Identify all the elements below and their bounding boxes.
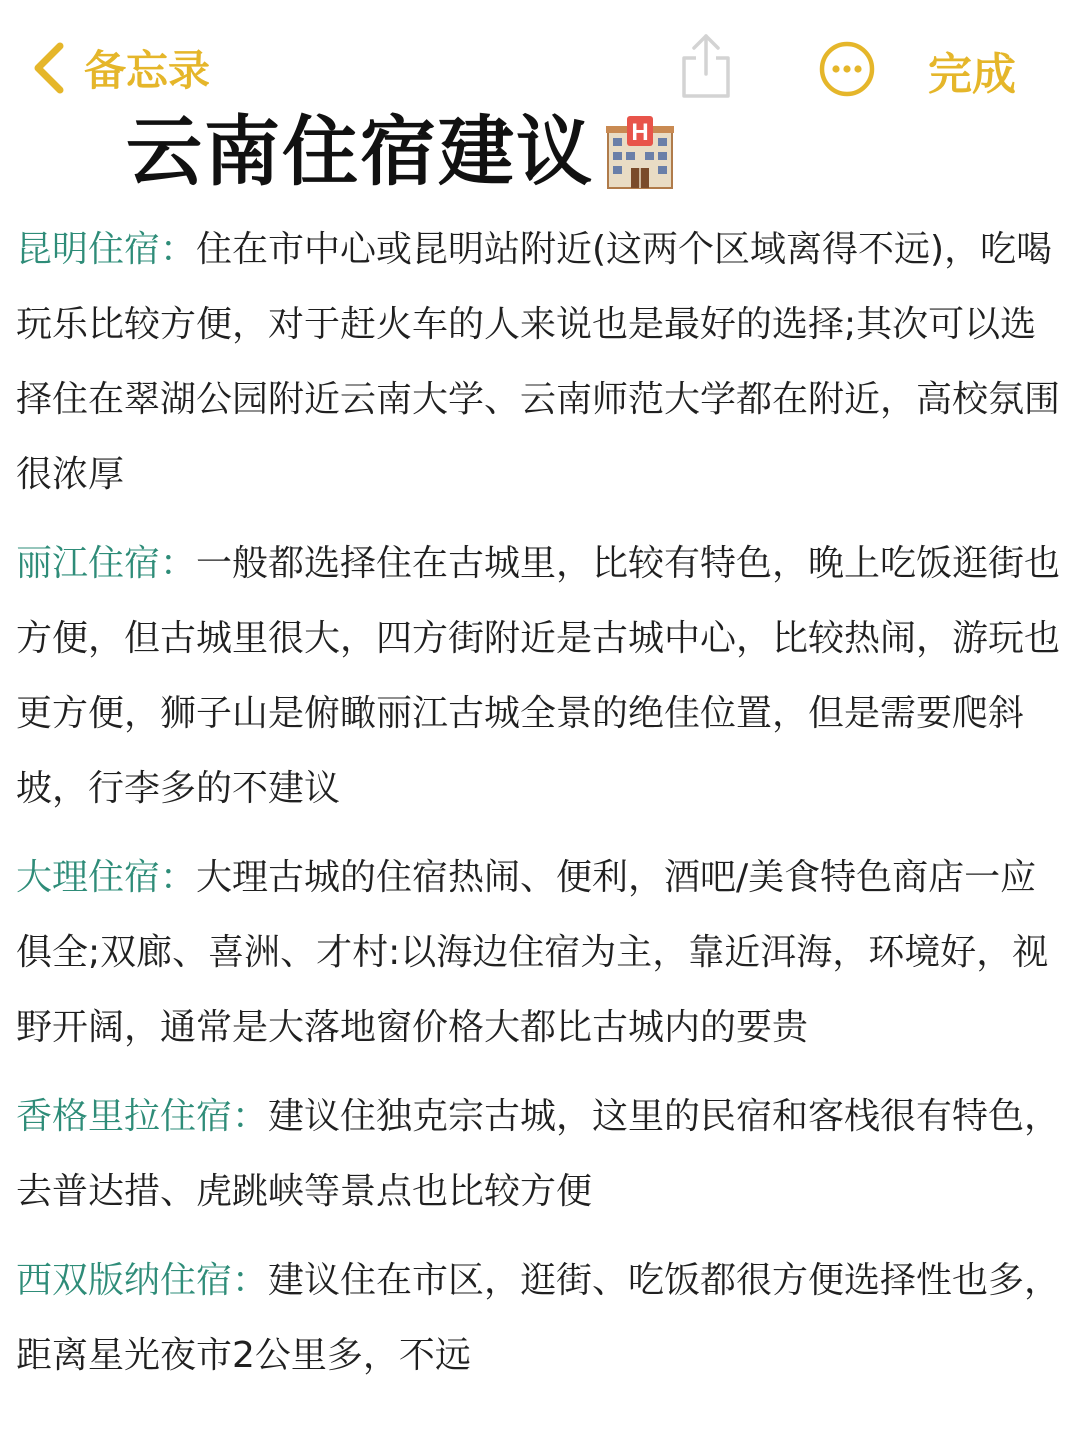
section-text: 大理古城的住宿热闹、便利，酒吧/美食特色商店一应俱全;双廊、喜洲、才村:以海边住宿为主，靠近洱海，环境好，视野开阔，通常是大落地窗价格大都比古城内的要贵 bbox=[16, 857, 1049, 1048]
section-label: 大理住宿： bbox=[16, 857, 197, 898]
note-section-xishuangbanna bbox=[16, 1243, 1064, 1393]
more-icon bbox=[818, 40, 876, 98]
note-section-kunming bbox=[16, 212, 1064, 512]
chevron-left-icon bbox=[32, 42, 66, 94]
note-title: 云南住宿建议 bbox=[126, 107, 594, 196]
svg-text:H: H bbox=[631, 119, 649, 146]
section-label: 香格里拉住宿： bbox=[16, 1096, 269, 1137]
section-label: 昆明住宿： bbox=[16, 229, 197, 270]
note-body[interactable] bbox=[16, 212, 1064, 1407]
navigation-bar bbox=[0, 0, 1080, 120]
back-button-label: 备忘录 bbox=[84, 46, 211, 95]
section-label: 西双版纳住宿： bbox=[16, 1260, 269, 1301]
note-section-lijiang bbox=[16, 526, 1064, 826]
note-section-shangri-la bbox=[16, 1079, 1064, 1229]
hotel-icon bbox=[602, 114, 678, 190]
note-title-row bbox=[126, 106, 678, 198]
more-options-button[interactable] bbox=[818, 40, 876, 98]
share-icon bbox=[676, 32, 736, 100]
back-button[interactable] bbox=[32, 36, 210, 100]
section-label: 丽江住宿： bbox=[16, 543, 197, 584]
done-button[interactable]: 完成 bbox=[928, 49, 1016, 100]
section-text: 建议住在市区，逛街、吃饭都很方便选择性也多，距离星光夜市2公里多，不远 bbox=[16, 1260, 1061, 1376]
share-button[interactable] bbox=[676, 32, 736, 100]
section-text: 建议住独克宗古城，这里的民宿和客栈很有特色，去普达措、虎跳峡等景点也比较方便 bbox=[16, 1096, 1061, 1212]
section-text: 一般都选择住在古城里，比较有特色，晚上吃饭逛街也方便，但古城里很大，四方街附近是古城中心，比较热闹，游玩也更方便，狮子山是俯瞰丽江古城全景的绝佳位置，但是需要爬斜坡，行李多的不建议 bbox=[16, 543, 1061, 809]
section-text: 住在市中心或昆明站附近(这两个区域离得不远)，吃喝玩乐比较方便，对于赶火车的人来说也是最好的选择;其次可以选择住在翠湖公园附近云南大学、云南师范大学都在附近，高校氛围很浓厚 bbox=[16, 229, 1061, 495]
note-section-dali bbox=[16, 840, 1064, 1065]
